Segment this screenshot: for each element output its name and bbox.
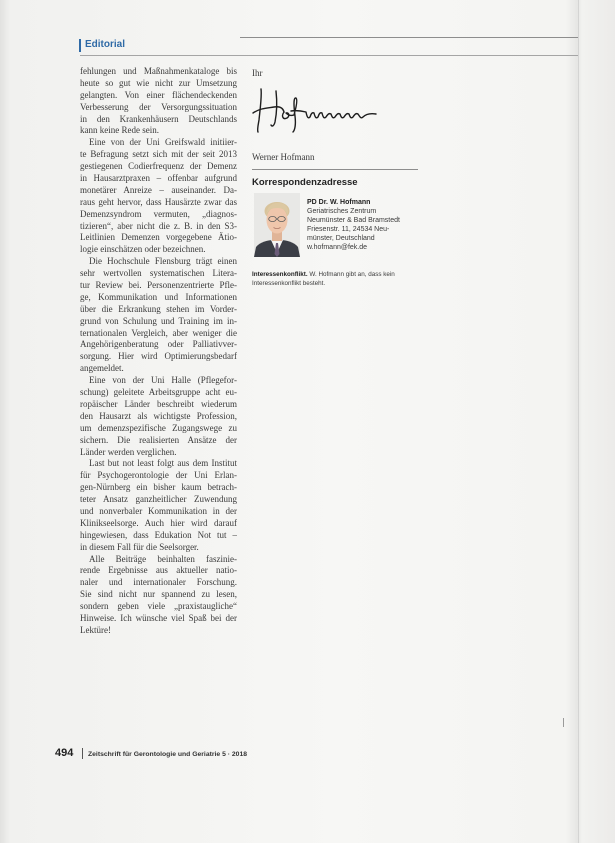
body-text-line: raus geht hervor, dass Hausärzte zwar das [80,196,237,207]
body-text-line: ternationalen Vergleich, aber weniger die [80,327,237,338]
body-text-line: in diesem Fall für die Seelsorger. [80,541,199,552]
body-text-line: gestiegenen Codierfrequenz der Demenz [80,161,237,172]
body-text-line: Last but not least folgt aus dem Institut [89,458,237,469]
body-text-line: und nonverbaler Kommunikation in der [80,505,237,516]
body-text-line: sorgung. Hier wird Optimierungsbedarf [80,351,237,362]
scan-mark [563,718,564,727]
body-text-line: sichern. Die realisierten Ansätze der [80,434,237,445]
body-text-line: Demenzsyndrom vermuten, „diagnos- [80,208,237,219]
body-text-line: Sie sind nicht nur spannend zu lesen, [80,589,237,600]
correspondence-address [307,198,400,252]
body-text-line: für Psychogerontologie der Uni Erlan- [80,470,237,481]
body-text-line: über die Erkrankung stehen im Vorder- [80,303,237,314]
body-text-line: gen-Nürnberg ein bisher kaum betrach- [80,482,237,493]
conflict-label: Interessenkonflikt. [252,271,308,278]
page-number: 494 [55,747,74,759]
address-line: münster, Deutschland [307,235,375,242]
body-text-line: in den Krankenhäusern Deutschlands [80,113,237,124]
body-text-line: fehlungen und Maßnahmenkataloge bis [80,66,237,76]
correspondence-rule [252,169,418,170]
portrait-photo [254,193,300,257]
body-text-line: Klinikseelsorge. Auch hier wird darauf [80,517,237,528]
header-rule-top [240,37,578,38]
body-text-line: in Hausarztpraxen – offenbar aufgrund [80,173,237,184]
footer-divider [82,748,83,759]
body-text-line: grund von Schulung und Training im in- [80,315,237,326]
body-text-line: te Befragung setzt sich mit der seit 2013 [80,149,237,160]
address-line: Geriatrisches Zentrum [307,208,377,215]
body-text-line: ropäischer Länder beschreibt wiederum [80,398,237,409]
handwritten-signature [250,86,378,134]
body-text-line: Die Hochschule Flensburg trägt einen [89,256,237,267]
page-fold-shadow [578,0,579,843]
conflict-text: Interessenkonflikt besteht. [252,280,326,287]
body-text-line: den Hausarzt als wichtigste Profession, [80,410,237,421]
address-line: Neumünster & Bad Bramstedt [307,217,400,224]
editorial-body-column [80,66,237,637]
body-text-line: Lektüre! [80,624,111,635]
body-text-line: Länder werden verglichen. [80,446,177,457]
closing-salutation: Ihr [252,68,263,78]
address-line: Friesenstr. 11, 24534 Neu- [307,226,390,233]
body-text-line: Eine von der Uni Halle (Pflegefor- [89,375,237,386]
body-text-line: logie einschätzen oder bezeichnen. [80,244,206,255]
body-text-line: monetärer Anreize – auseinander. Da- [80,184,237,195]
body-text-line: Angehörigenberatung oder Palliativver- [80,339,237,350]
section-title: Editorial [85,39,126,50]
author-name: Werner Hofmann [252,152,315,162]
conflict-of-interest-note [252,270,395,288]
body-text-line: heute so gut wie nicht zur Umsetzung [80,77,237,88]
body-text-line: Alle Beiträge beinhalten faszinie- [89,553,237,564]
body-text-line: kann keine Rede sein. [80,125,159,136]
conflict-text: W. Hofmann gibt an, dass kein [307,271,395,278]
section-marker-bar [79,39,81,52]
body-text-line: naler und internationaler Forschung. [80,577,237,588]
correspondence-email: w.hofmann@fek.de [307,244,368,251]
correspondence-heading: Korrespondenzadresse [252,177,358,188]
body-text-line: Leitlinien Demenzen vorgegebene Ätio- [80,232,237,243]
body-text-line: tizieren“, aber nicht die z. B. in den S3- [80,220,237,231]
body-text-line: Eine von der Uni Greifswald initiier- [89,137,237,148]
body-text-line: rende Ergebnisse aus aktueller natio- [80,565,237,576]
body-text-line: Verbesserung der Versorgungssituation [80,101,237,112]
body-text-line: ge, Kommunikation und Informationen [80,291,237,302]
body-text-line: um demenzspezifische Zugangswege zu [80,422,237,433]
journal-citation: Zeitschrift für Gerontologie und Geriatrie 5 · 2018 [88,751,248,758]
body-text-line: sondern geben viele „praxistaugliche“ [80,601,237,612]
body-text-line: schung) geleitete Arbeitsgruppe acht eu- [80,387,237,398]
body-text-line: hingewiesen, dass Edukation Not tut – [80,529,237,540]
header-rule-bottom [80,55,578,56]
body-text-line: Hinweise. Ich wünsche viel Spaß bei der [80,612,237,623]
body-text-line: angemeldet. [80,363,124,374]
body-text-line: teter Ansatz ganzheitlicher Zuwendung [80,494,237,505]
correspondence-name: PD Dr. W. Hofmann [307,199,371,206]
body-text-line: gelangten. Von einer flächendeckenden [80,89,237,100]
body-text-line: sehr wertvollen systematischen Litera- [80,268,237,279]
body-text-line: tur Review bei. Personenzentrierte Pfle- [80,280,237,291]
